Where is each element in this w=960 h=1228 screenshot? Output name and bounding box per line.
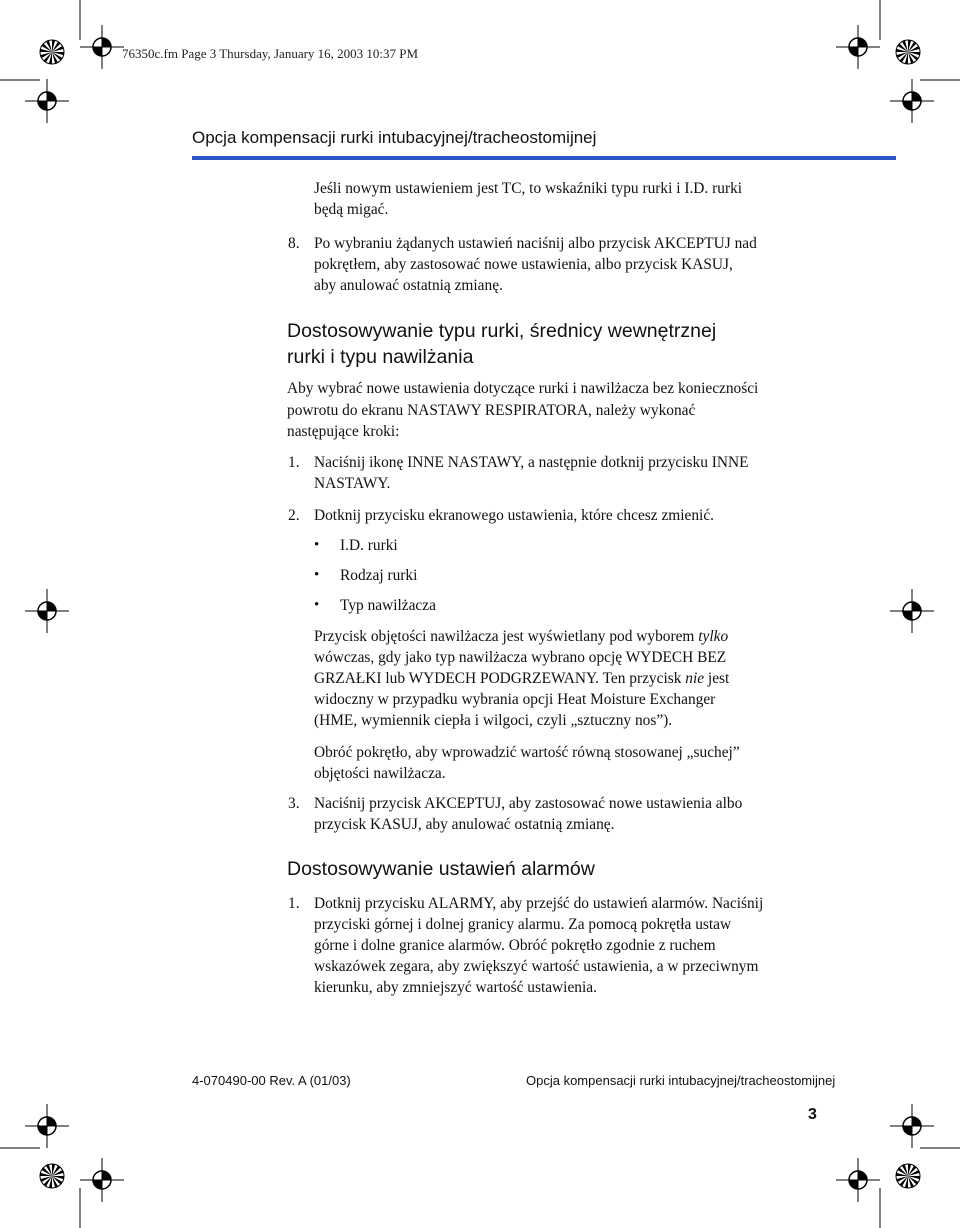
alarm-step-line: wskazówek zegara, aby zwiększyć wartość ustawienia, a w przeciwnym — [314, 958, 759, 975]
step3-line: przycisk KASUJ, aby anulować ostatnią zmianę. — [314, 816, 615, 833]
starburst-target-icon — [896, 1164, 920, 1188]
file-slug: 76350c.fm Page 3 Thursday, January 16, 2003 10:37 PM — [122, 46, 419, 61]
step8-line: pokrętłem, aby zastosować nowe ustawienia, albo przycisk KASUJ, — [314, 256, 733, 273]
bullet-item: Rodzaj rurki — [340, 567, 418, 584]
section-heading: rurki i typu nawilżania — [287, 346, 474, 368]
intro-line: będą migać. — [314, 201, 389, 218]
bullet-icon: • — [314, 537, 320, 553]
paragraph-line: Aby wybrać nowe ustawienia dotyczące rurki i nawilżacza bez konieczności — [287, 380, 759, 397]
emphasis-text: tylko — [698, 628, 729, 645]
section-heading: Dostosowywanie ustawień alarmów — [287, 858, 595, 880]
paragraph-line: widoczny w przypadku wybrania opcji Heat Moisture Exchanger — [314, 691, 716, 708]
step8-line: Po wybraniu żądanych ustawień naciśnij albo przycisk AKCEPTUJ nad — [314, 235, 757, 252]
alarm-step-line: przyciski górnej i dolnej granicy alarmu. Za pomocą pokrętła ustaw — [314, 916, 732, 933]
paragraph-text: Przycisk objętości nawilżacza jest wyświetlany pod wyborem — [314, 628, 699, 645]
alarm-step-line: górne i dolne granice alarmów. Obróć pokrętło zgodnie z ruchem — [314, 937, 716, 954]
paragraph-line: następujące kroki: — [287, 423, 400, 440]
starburst-target-icon — [896, 40, 920, 64]
step-number: 3. — [288, 795, 300, 812]
step-number: 1. — [288, 454, 300, 471]
page-number: 3 — [808, 1106, 817, 1123]
intro-line: Jeśli nowym ustawieniem jest TC, to wskaźniki typu rurki i I.D. rurki — [314, 180, 743, 197]
paragraph-line — [314, 668, 729, 689]
step-number: 8. — [288, 235, 300, 252]
bullet-icon: • — [314, 567, 320, 583]
step-number: 2. — [288, 507, 300, 524]
paragraph-line: powrotu do ekranu NASTAWY RESPIRATORA, należy wykonać — [287, 402, 696, 419]
step-number: 1. — [288, 895, 300, 912]
alarm-step-line: Dotknij przycisku ALARMY, aby przejść do ustawień alarmów. Naciśnij — [314, 895, 764, 912]
step1-line: Naciśnij ikonę INNE NASTAWY, a następnie dotknij przycisku INNE — [314, 454, 749, 471]
bullet-item: Typ nawilżacza — [340, 597, 436, 614]
paragraph-line: objętości nawilżacza. — [314, 765, 446, 782]
footer-document-id: 4-070490-00 Rev. A (01/03) — [192, 1073, 351, 1088]
paragraph-text: GRZAŁKI lub WYDECH PODGRZEWANY. Ten przycisk — [314, 670, 686, 687]
bullet-item: I.D. rurki — [340, 537, 398, 554]
emphasis-text: nie — [685, 670, 705, 687]
paragraph-line: Obróć pokrętło, aby wprowadzić wartość równą stosowanej „suchej” — [314, 744, 740, 761]
paragraph-text: jest — [704, 670, 730, 687]
paragraph-line — [314, 626, 728, 647]
header-rule — [192, 156, 896, 160]
section-heading: Dostosowywanie typu rurki, średnicy wewnętrznej — [287, 320, 717, 342]
step3-line: Naciśnij przycisk AKCEPTUJ, aby zastosować nowe ustawienia albo — [314, 795, 743, 812]
footer-title: Opcja kompensacji rurki intubacyjnej/tracheostomijnej — [526, 1073, 836, 1088]
step1-line: NASTAWY. — [314, 475, 391, 492]
bullet-icon: • — [314, 597, 320, 613]
alarm-step-line: kierunku, aby zmniejszyć wartość ustawienia. — [314, 979, 597, 996]
paragraph-line: (HME, wymiennik ciepła i wilgoci, czyli „sztuczny nos”). — [314, 712, 673, 729]
starburst-target-icon — [40, 1164, 64, 1188]
step8-line: aby anulować ostatnią zmianę. — [314, 277, 503, 294]
step2-line: Dotknij przycisku ekranowego ustawienia, które chcesz zmienić. — [314, 507, 715, 524]
paragraph-line: wówczas, gdy jako typ nawilżacza wybrano opcję WYDECH BEZ — [314, 649, 727, 666]
starburst-target-icon — [40, 40, 64, 64]
running-header: Opcja kompensacji rurki intubacyjnej/tracheostomijnej — [192, 128, 597, 147]
